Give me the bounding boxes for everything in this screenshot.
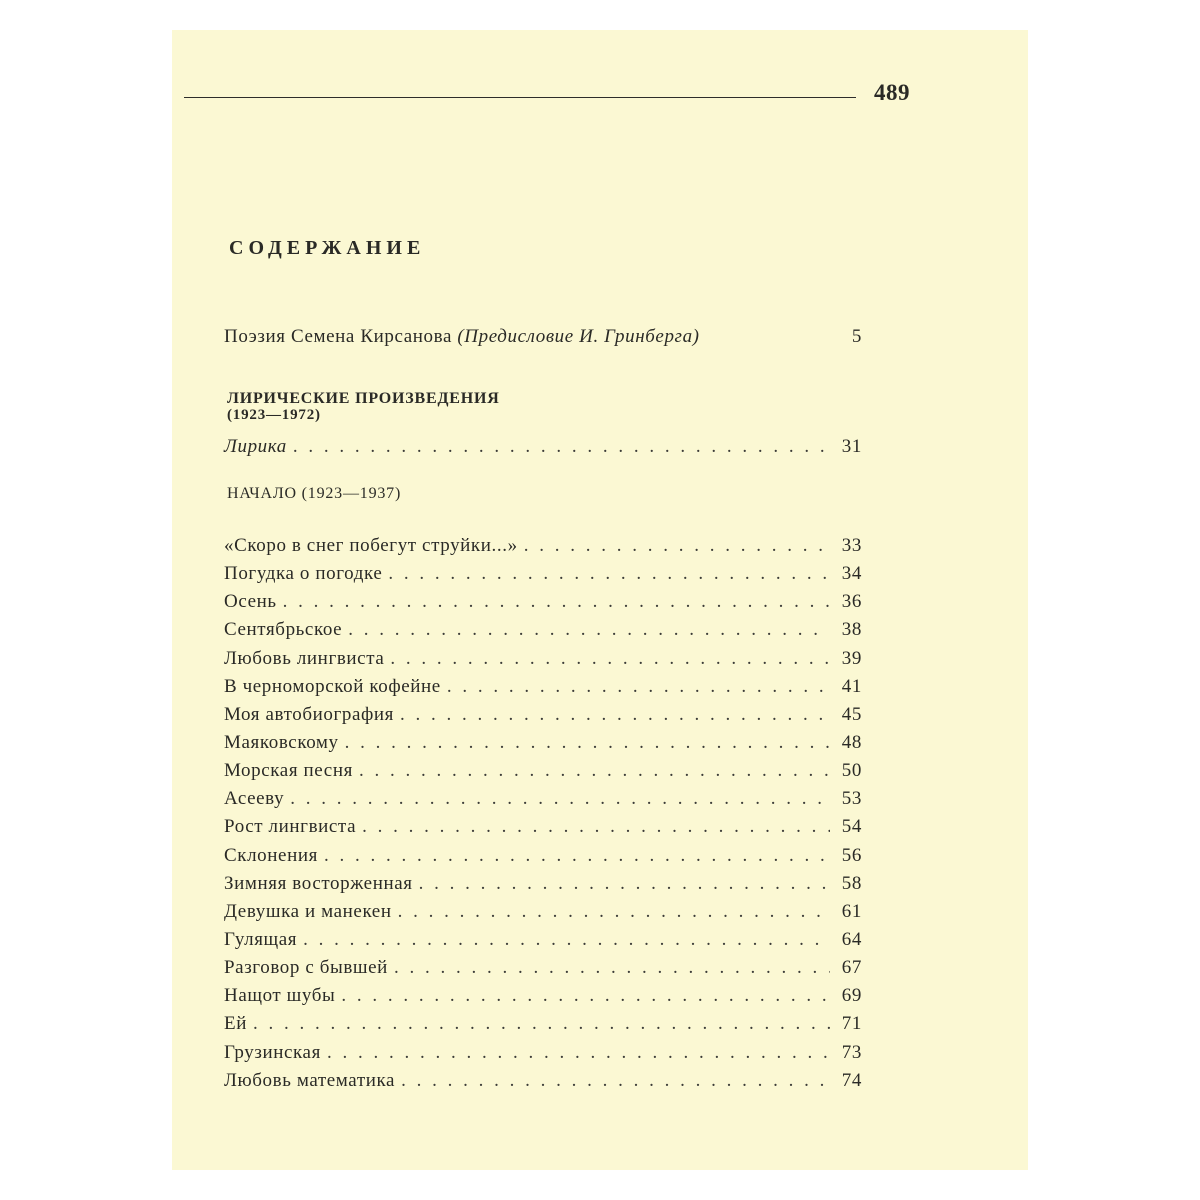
toc-entry-title: Ей <box>224 1013 247 1035</box>
toc-entry <box>224 1039 862 1067</box>
dot-leader <box>283 588 830 616</box>
toc-intro-subtitle: (Предисловие И. Гринберга) <box>457 326 700 347</box>
toc-entry-page: 39 <box>841 647 862 669</box>
toc-entry-title: Морская песня <box>224 760 353 782</box>
toc-entry <box>224 616 862 644</box>
toc-entry-page: 33 <box>841 535 862 556</box>
subsection-dates: (1923—1937) <box>301 485 402 502</box>
toc-entry <box>224 926 862 954</box>
page-number: 489 <box>874 80 910 105</box>
toc-entry-page: 71 <box>841 1013 862 1035</box>
toc-entry <box>224 645 862 673</box>
toc-entry-title: Нащот шубы <box>224 985 336 1007</box>
toc-entry <box>224 1010 862 1038</box>
toc-entry-page: 69 <box>841 985 862 1007</box>
toc-entry-page: 48 <box>841 731 862 753</box>
toc-intro-title <box>224 326 700 348</box>
dot-leader <box>341 982 830 1010</box>
dot-leader <box>303 926 830 954</box>
dot-leader <box>253 1010 830 1038</box>
toc-entry <box>224 898 862 926</box>
toc-entry-title: Зимняя восторженная <box>224 872 413 894</box>
toc-entry <box>224 842 862 870</box>
dot-leader <box>362 813 830 841</box>
toc-entry <box>224 785 862 813</box>
dot-leader <box>290 785 830 813</box>
toc-entry-page: 56 <box>841 844 862 866</box>
toc-entry-title: Грузинская <box>224 1041 321 1063</box>
toc-entry-page: 73 <box>841 1041 862 1063</box>
toc-entry-title: Рост лингвиста <box>224 816 357 838</box>
toc-entry <box>224 870 862 898</box>
dot-leader <box>447 673 830 701</box>
toc-entry-page: 61 <box>841 900 862 922</box>
toc-intro-entry <box>224 326 862 348</box>
dot-leader <box>401 1067 830 1095</box>
toc-entry-page: 38 <box>841 619 862 641</box>
toc-entry <box>224 701 862 729</box>
dot-leader <box>419 870 830 898</box>
toc-entry-page: 58 <box>841 872 862 894</box>
toc-entry-page: 45 <box>841 703 862 725</box>
toc-entry-title: Маяковскому <box>224 731 339 753</box>
toc-entry-page: 41 <box>841 675 862 697</box>
dot-leader <box>388 560 830 588</box>
dot-leader <box>348 616 830 644</box>
toc-entry-page: 34 <box>841 563 862 585</box>
toc-entry-page: 64 <box>841 928 862 950</box>
toc-entry-list <box>172 532 1028 1095</box>
toc-entry <box>224 1067 862 1095</box>
subsection-title: НАЧАЛО <box>227 485 297 502</box>
toc-entry-page: 53 <box>841 788 862 810</box>
toc-lyrics-entry <box>224 436 862 458</box>
toc-title: СОДЕРЖАНИЕ <box>229 237 426 259</box>
toc-entry-title: Погудка о погодке <box>224 563 383 585</box>
book-page <box>172 30 1028 1170</box>
dot-leader <box>390 645 830 673</box>
dot-leader <box>327 1039 830 1067</box>
toc-entry <box>224 588 862 616</box>
toc-entry-title: Разговор с бывшей <box>224 957 388 979</box>
toc-entry-page: 50 <box>841 760 862 782</box>
toc-entry-title: Любовь математика <box>224 1069 396 1091</box>
toc-entry <box>224 729 862 757</box>
toc-entry-title: Осень <box>224 591 277 613</box>
toc-intro-page: 5 <box>851 326 862 347</box>
dot-leader <box>359 757 830 785</box>
section-dates: (1923—1972) <box>227 407 321 423</box>
toc-entry-page: 67 <box>841 957 862 979</box>
toc-entry <box>224 560 862 588</box>
toc-entry-title: Сентябрьское <box>224 619 343 641</box>
toc-entry <box>224 982 862 1010</box>
toc-entry-title: В черноморской кофейне <box>224 675 441 697</box>
dot-leader <box>293 436 830 458</box>
header-rule <box>184 97 856 98</box>
toc-entry-page: 54 <box>841 816 862 838</box>
toc-entry <box>224 813 862 841</box>
toc-lyrics-page: 31 <box>841 436 862 457</box>
toc-entry-page: 74 <box>841 1069 862 1091</box>
section-title: ЛИРИЧЕСКИЕ ПРОИЗВЕДЕНИЯ <box>227 390 500 407</box>
dot-leader <box>324 842 830 870</box>
dot-leader <box>524 532 830 560</box>
dot-leader <box>400 701 830 729</box>
toc-entry-title: Асееву <box>224 788 285 810</box>
toc-entry-title: Любовь лингвиста <box>224 647 385 669</box>
toc-entry-title: Гулящая <box>224 928 298 950</box>
toc-entry <box>224 757 862 785</box>
toc-intro-title-text: Поэзия Семена Кирсанова <box>224 326 452 347</box>
section-heading <box>227 390 500 424</box>
subsection-heading <box>227 485 401 503</box>
toc-entry-title: «Скоро в снег побегут струйки...» <box>224 535 518 556</box>
toc-entry <box>224 532 862 560</box>
toc-entry-title: Моя автобиография <box>224 703 395 725</box>
toc-entry-title: Склонения <box>224 844 318 866</box>
dot-leader <box>398 898 830 926</box>
dot-leader <box>345 729 830 757</box>
dot-leader <box>394 954 830 982</box>
toc-entry-title: Девушка и манекен <box>224 900 392 922</box>
toc-entry <box>224 673 862 701</box>
toc-entry-page: 36 <box>841 591 862 613</box>
toc-lyrics-title: Лирика <box>224 436 287 457</box>
toc-entry <box>224 954 862 982</box>
